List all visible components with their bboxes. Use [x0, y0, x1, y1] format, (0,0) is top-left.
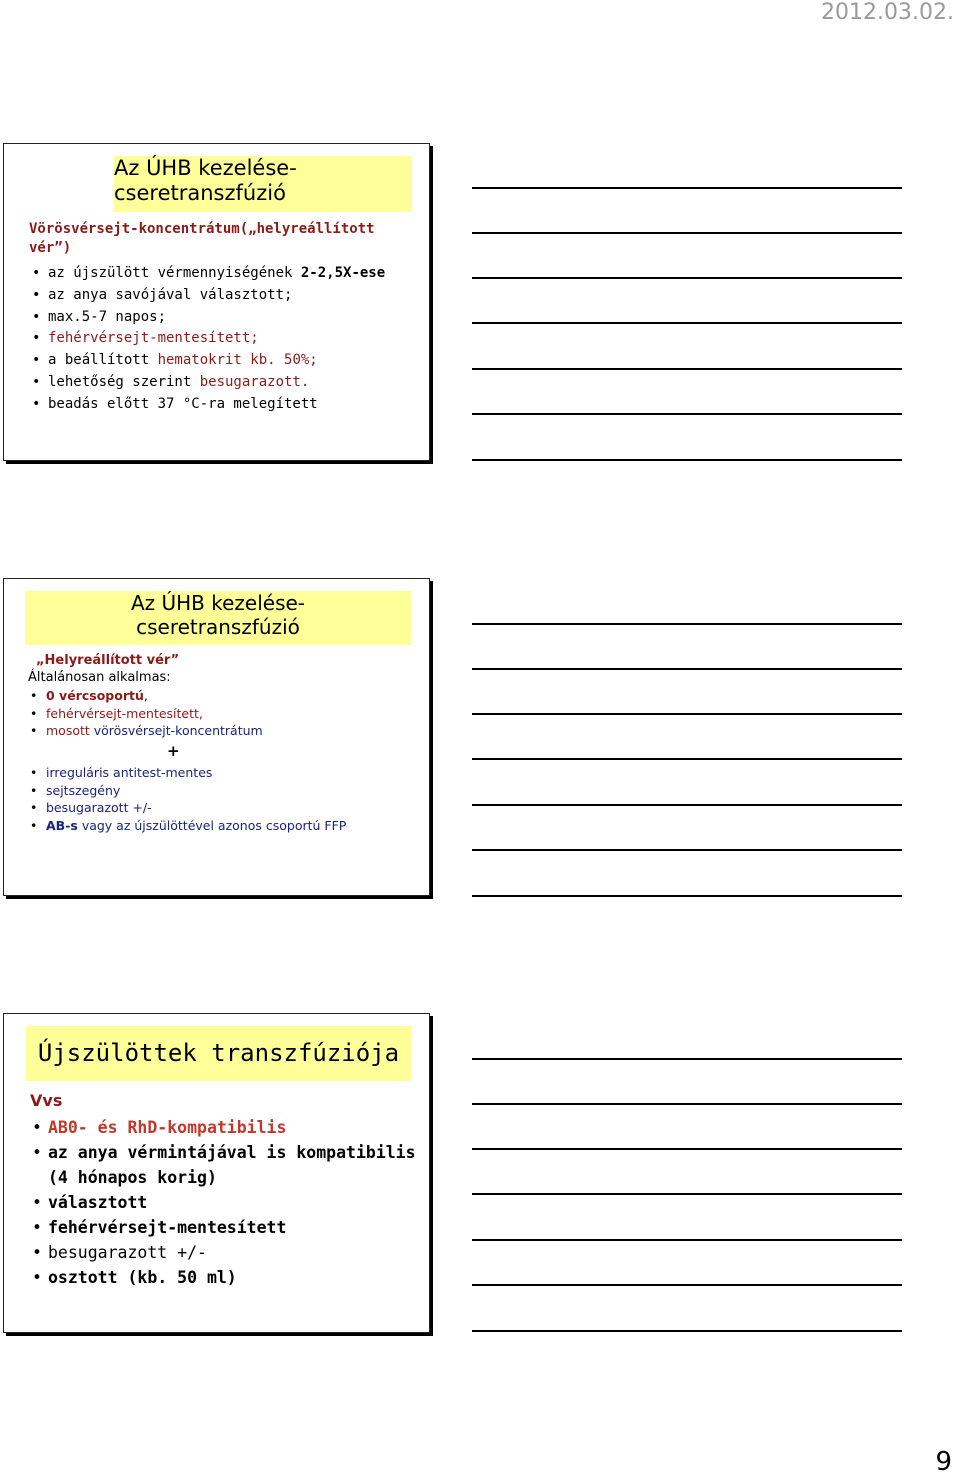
slide-3-title: Újszülöttek transzfúziója — [26, 1026, 411, 1081]
note-line — [472, 758, 902, 760]
note-line — [472, 849, 902, 851]
notes-lines-2 — [472, 623, 902, 903]
note-line — [472, 1103, 902, 1105]
slide-2-bullet-list-top — [30, 687, 420, 740]
note-line — [472, 187, 902, 189]
list-item: • fehérvérsejt-mentesített — [32, 1218, 287, 1237]
page-number: 9 — [935, 1447, 952, 1477]
plus-sign: + — [167, 742, 180, 760]
slide-2 — [3, 578, 430, 896]
note-line — [472, 623, 902, 625]
list-item: • osztott (kb. 50 ml) — [32, 1268, 237, 1287]
list-item: • irreguláris antitest-mentes — [30, 765, 213, 780]
notes-lines-3 — [472, 1058, 902, 1338]
note-line — [472, 1330, 902, 1332]
list-item: • AB0- és RhD-kompatibilis — [32, 1118, 287, 1137]
slide-3 — [3, 1013, 430, 1333]
list-item: • mosott vörösvérsejt-koncentrátum — [30, 723, 263, 738]
note-line — [472, 232, 902, 234]
note-line — [472, 895, 902, 897]
list-item: • a beállított hematokrit kb. 50%; — [32, 352, 318, 369]
list-item: • választott — [32, 1193, 148, 1212]
list-item: • sejtszegény — [30, 782, 121, 798]
header-date: 2012.03.02. — [821, 0, 954, 25]
list-item: • besugarazott +/- — [32, 1243, 207, 1262]
slide-2-title: Az ÚHB kezelése- cseretranszfúzió — [25, 591, 411, 645]
note-line — [472, 1284, 902, 1286]
slide-1 — [3, 143, 430, 461]
list-item: • 0 vércsoportú, — [30, 688, 148, 703]
notes-lines-1 — [472, 187, 902, 467]
note-line — [472, 459, 902, 461]
list-item: • AB-s vagy az újszülöttével azonos csoportú FFP — [30, 817, 347, 833]
note-line — [472, 322, 902, 324]
list-item: • besugarazott +/- — [30, 800, 152, 815]
subtitle-part-c: vér”) — [29, 240, 72, 256]
slide-3-heading: Vvs — [30, 1091, 63, 1110]
note-line — [472, 713, 902, 715]
slide-1-title: Az ÚHB kezelése- cseretranszfúzió — [114, 156, 412, 212]
note-line — [472, 668, 902, 670]
note-line — [472, 368, 902, 370]
note-line — [472, 413, 902, 415]
note-line — [472, 1058, 902, 1060]
list-item: • fehérvérsejt-mentesített; — [32, 330, 259, 347]
slide-2-intro: Általánosan alkalmas: — [28, 670, 171, 685]
slide-2-bullet-list-bottom — [30, 764, 420, 834]
note-line — [472, 1239, 902, 1241]
slide-1-subtitle — [29, 220, 419, 258]
slide-1-bullet-list — [32, 263, 422, 416]
subtitle-part-b: helyreállított — [256, 221, 375, 237]
list-item: • az újszülött vérmennyiségének 2-2,5X-ese — [32, 265, 386, 281]
note-line — [472, 277, 902, 279]
subtitle-part-a: Vörösvérsejt-koncentrátum(„ — [29, 221, 257, 237]
note-line — [472, 1148, 902, 1150]
list-item: • az anya savójával választott; — [32, 286, 293, 303]
slide-2-heading: „Helyreállított vér” — [36, 653, 180, 668]
slide-3-bullet-list — [32, 1115, 422, 1290]
list-item: • fehérvérsejt-mentesített, — [30, 705, 203, 721]
list-item: • beadás előtt 37 °C-ra melegített — [32, 395, 318, 412]
note-line — [472, 804, 902, 806]
list-item: • lehetőség szerint besugarazott. — [32, 373, 310, 390]
list-item: • max.5-7 napos; — [32, 308, 167, 325]
list-item: • az anya vérmintájával is kompatibilis (4 hónapos korig) — [32, 1143, 416, 1187]
note-line — [472, 1193, 902, 1195]
